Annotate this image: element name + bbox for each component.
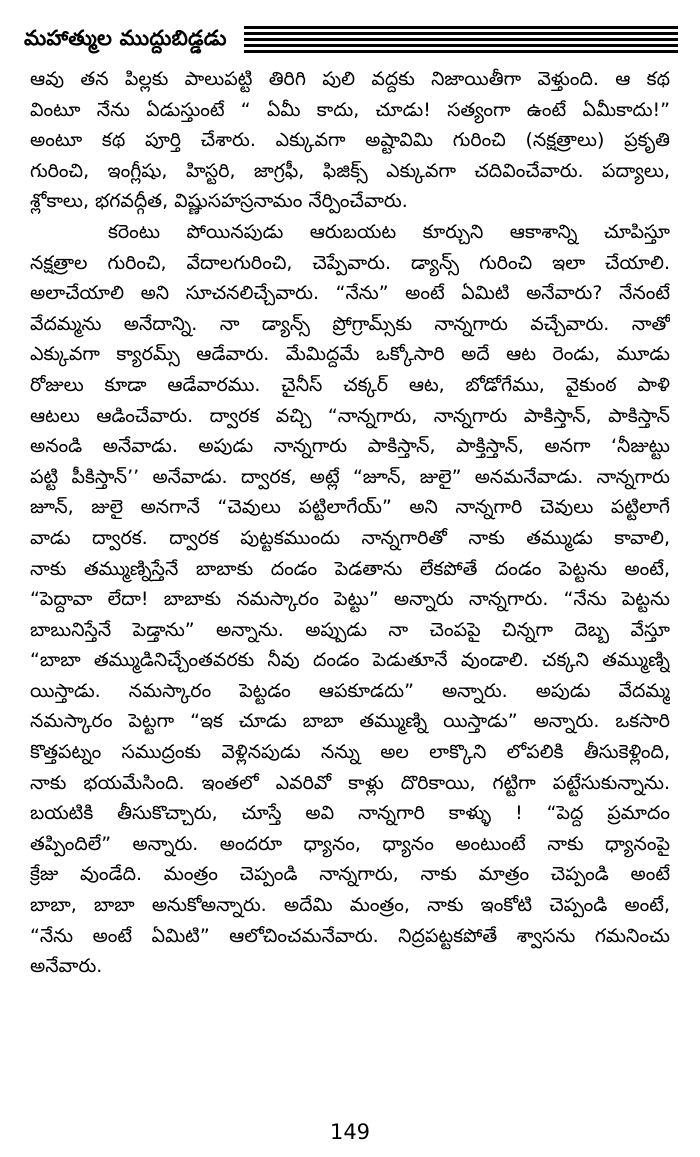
paragraph-first-line: కరెంటు పోయినపుడు ఆరుబయట కూర్చుని ఆకాశాన్ని చూపిస్తూ <box>108 220 670 243</box>
text-line: అలాచేయాలి అని సూచనలిచ్చేవారు. “నేను” అంటే ఏమిటి అనేవారు? నేనంటే <box>30 282 670 305</box>
text-line: బాబునిస్తేనే పెడ్తాను” అన్నాను. అప్పుడు నా చెంపపై చిన్నగా దెబ్బ వేస్తూ <box>30 618 670 641</box>
text-line: “బాబా తమ్ముడినిచ్చేంతవరకు నీవు దండం పెడుతూనే వుండాలి. చక్కని తమ్ముణ్ని <box>30 649 670 672</box>
text-line: జూన్, జులై అనగానే “చెవులు పట్టిలాగేయ్” అని నాన్నగారి చెవులు పట్టిలాగే <box>30 496 670 519</box>
text-line: నక్షత్రాల గురించి, వేదాలగురించి, చెప్పేవారు. డ్యాన్స్ గురించి ఇలా చేయాలి. <box>30 251 670 274</box>
text-line: “నేను అంటే ఏమిటి” ఆలోచించమనేవారు. నిద్రపట్టకపోతే శ్వాసను గమనించు <box>30 924 670 947</box>
running-header-title: మహాత్ముల ముద్దుబిడ్డడు <box>24 26 227 50</box>
text-line: వాడు ద్వారక. ద్వారక పుట్టకముందు నాన్నగారితో నాకు తమ్ముడు కావాలి, <box>30 526 670 549</box>
text-line: వింటూ నేను ఏడుస్తుంటే “ ఏమీ కాదు, చూడు! సత్యంగా ఉంటే ఏమీకాదు!” <box>30 98 670 121</box>
header-rule <box>244 44 678 47</box>
text-line: కొత్తపట్నం సముద్రంకు వెళ్లినపుడు నన్ను అల లాక్కొని లోపలికి తీసుకెళ్లింది, <box>30 741 670 764</box>
text-line: నమస్కారం పెట్టగా “ఇక చూడు బాబా తమ్ముణ్ని యిస్తాడు” అన్నారు. ఒకసారి <box>30 710 670 733</box>
text-line: నాకు భయమేసింది. ఇంతలో ఎవరివో కాళ్లు దొరికాయి, గట్టిగా పట్టేసుకున్నాను. <box>30 771 670 794</box>
text-line: అంటూ కథ పూర్తి చేశారు. ఎక్కువగా అష్టావిమి గురించి (నక్షత్రాలు) ప్రకృతి <box>30 129 670 152</box>
text-line: శ్లోకాలు, భగవద్గీత, విష్ణుసహస్రనామం నేర్పించేవారు. <box>30 190 408 213</box>
text-line: అనండి అనేవాడు. అపుడు నాన్నగారు పాకిస్తాన్, పాక్తిస్తాన్, అనగా ‘నీజుట్టు <box>30 435 670 458</box>
header-rule <box>244 26 678 29</box>
text-line: రోజులు కూడా ఆడేవారము. చైనీస్ చక్కర్ ఆట, బోడోగేము, వైకుంఠ పాళి <box>30 373 670 396</box>
text-line: “పెద్దావా లేదా! బాబాకు నమస్కారం పెట్టు” అన్నారు నాన్నగారు. “నేను పెట్టను <box>30 588 670 611</box>
text-line: గురించి, ఇంగ్లీషు, హిస్టరి, జాగ్రఫీ, ఫిజిక్స్ ఎక్కువగా చదివించేవారు. పద్యాలు, <box>30 159 670 182</box>
header-rule <box>244 32 678 35</box>
running-header <box>22 20 678 64</box>
text-line: అనేవారు. <box>30 955 103 978</box>
header-rule-lines <box>244 26 678 56</box>
text-line: బయటికి తీసుకొచ్చారు, చూస్తే అవి నాన్నగారి కాళ్ళు ! “పెద్ద ప్రమాదం <box>30 802 670 825</box>
text-line: ఆటలు ఆడించేవారు. ద్వారక వచ్చి “నాన్నగారు, నాన్నగారు పాకిస్తాన్, పాకిస్తాన్ <box>30 404 670 427</box>
text-line: వేదమ్మను అనేదాన్ని. నా డ్యాన్స్ ప్రోగ్రామ్స్‌కు నాన్నగారు వచ్చేవారు. నాతో <box>30 312 670 335</box>
text-line: పట్టి పీకిస్తాన్’’ అనేవాడు. ద్వారక, అట్లే “జూన్, జులై” అనమనేవాడు. నాన్నగారు <box>30 465 670 488</box>
header-rule <box>244 38 678 41</box>
header-rule <box>244 50 678 53</box>
text-line: ఆవు తన పిల్లకు పాలుపట్టి తిరిగి పులి వద్దకు నిజాయితీగా వెళ్తుంది. ఆ కథ <box>30 68 670 90</box>
body-text <box>30 64 670 982</box>
text-line: తప్పిందిలే” అన్నారు. అందరూ ధ్యానం, ధ్యానం అంటుంటే నాకు ధ్యానంపై <box>30 832 670 855</box>
text-line: యిస్తాడు. నమస్కారం పెట్టడం ఆపకూడదు” అన్నారు. అపుడు వేదమ్మ <box>30 679 670 702</box>
text-line: నాకు తమ్ముణ్నిస్తేనే బాబాకు దండం పెడతాను లేకపోతే దండం పెట్టను అంటే, <box>30 557 670 580</box>
text-line: క్రేజు వుండేది. మంత్రం చెప్పండి నాన్నగారు, నాకు మాత్రం చెప్పండి అంటే <box>30 863 670 886</box>
page-number: 149 <box>329 1120 371 1144</box>
text-line: బాబా, బాబా అనుకోఅన్నారు. అదేమి మంత్రం, నాకు ఇంకోటి చెప్పండి అంటే, <box>30 894 670 917</box>
text-line: ఎక్కువగా క్యారమ్స్ ఆడేవారు. మేమిద్దమే ఒక్కోసారి అదే ఆట రెండు, మూడు <box>30 343 670 366</box>
